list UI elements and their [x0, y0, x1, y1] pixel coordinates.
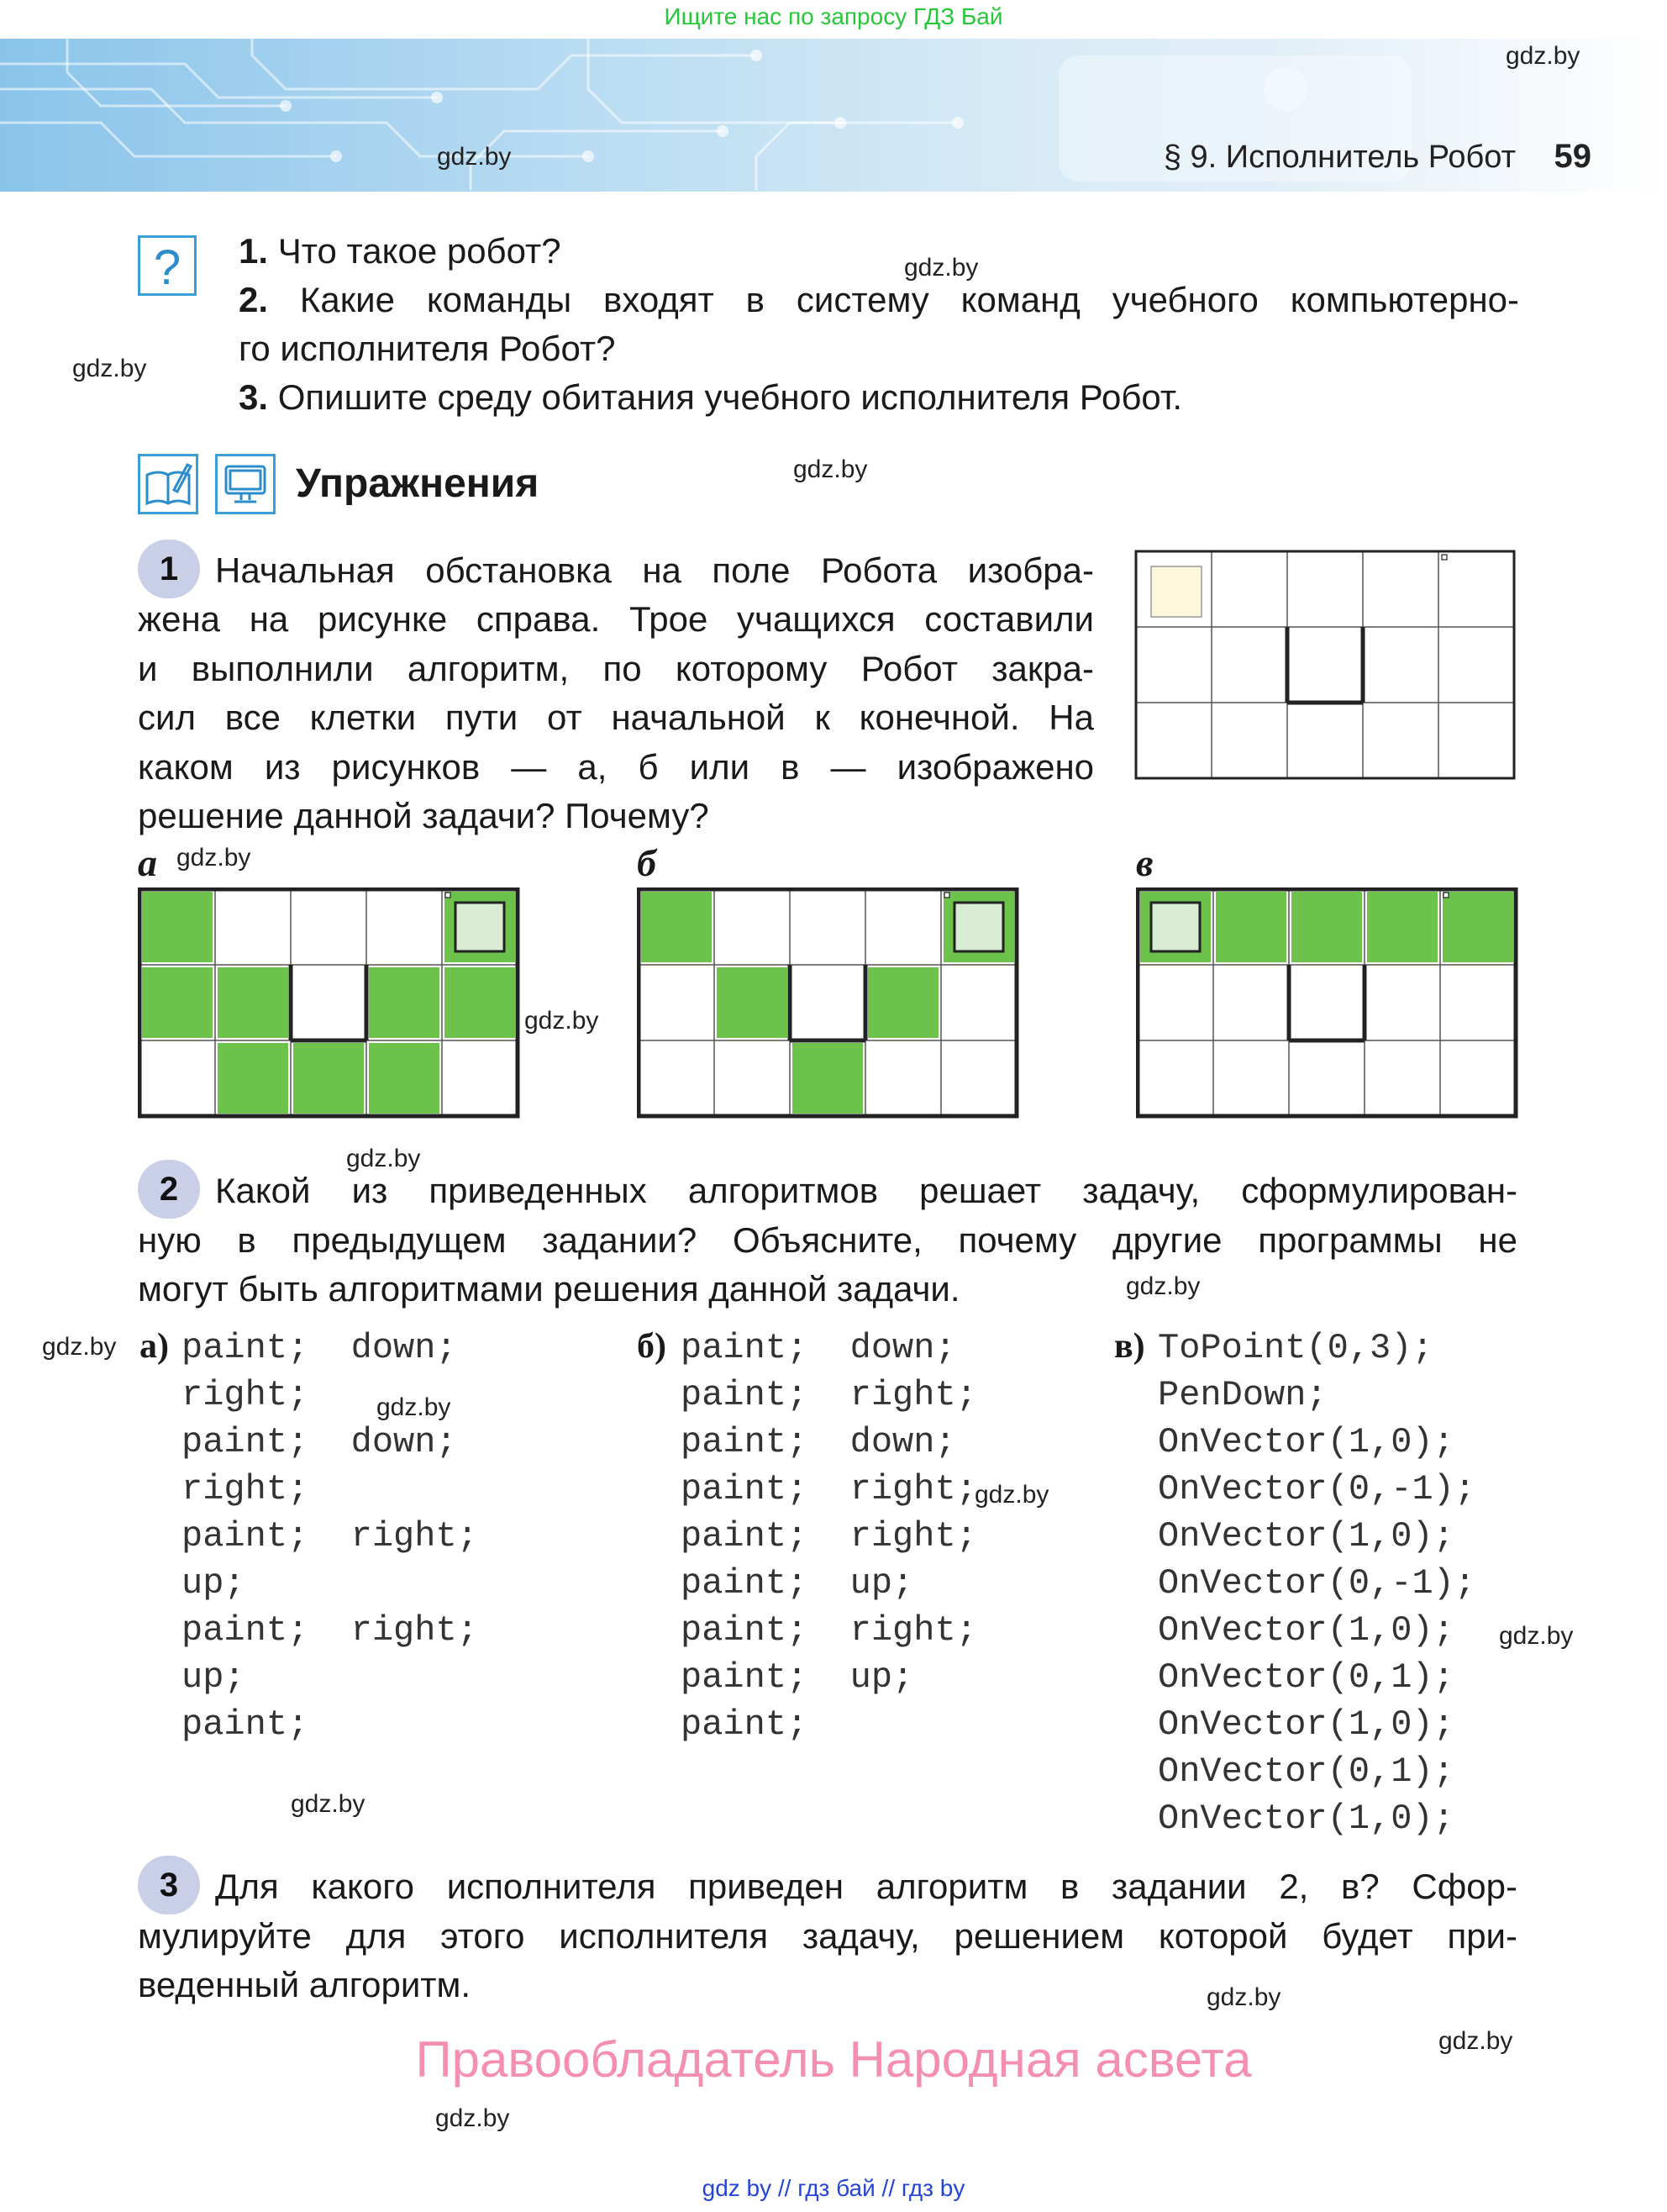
question-1: 1. Что такое робот? [239, 231, 561, 271]
exercise-number-badge: 2 [138, 1160, 200, 1219]
robot-marker [1151, 903, 1200, 951]
question-2-continued: го исполнителя Робот? [239, 329, 616, 368]
target-corner-marker [1444, 893, 1449, 898]
painted-cell [142, 967, 213, 1038]
code-line: PenDown; [1158, 1375, 1328, 1415]
target-corner-marker [1442, 555, 1447, 560]
ex2-line: ную в предыдущем задании? Объясните, почему другие программы не [138, 1220, 1517, 1260]
painted-cell [218, 967, 288, 1038]
ex3-line: веденный алгоритм. [138, 1965, 471, 2004]
robot-start-marker [1151, 566, 1202, 617]
exercise-number-badge: 3 [138, 1856, 200, 1914]
painted-cell [1367, 892, 1438, 962]
top-note: Ищите нас по запросу ГДЗ Бай [664, 3, 1003, 29]
watermark: gdz.by [975, 1481, 1049, 1509]
grid-label-b: б [637, 841, 656, 884]
painted-cell [1443, 892, 1513, 962]
watermark: gdz.by [1207, 1983, 1281, 2011]
code-line: OnVector(0,-1); [1158, 1469, 1476, 1509]
watermark: gdz.by [1506, 42, 1580, 70]
painted-cell [444, 967, 515, 1038]
painted-cell [218, 1043, 288, 1114]
code-line: OnVector(1,0); [1158, 1422, 1454, 1462]
ex1-line: и выполнили алгоритм, по которому Робот закра- [138, 649, 1094, 688]
code-line: right; [181, 1469, 309, 1509]
code-line: ToPoint(0,3); [1158, 1328, 1433, 1368]
code-line: paint; right; [681, 1469, 977, 1509]
footer-links: gdz by // гдз бай // гдз by [702, 2175, 965, 2201]
ex3-line: Для какого исполнителя приведен алгоритм в задании 2, в? Сфор- [215, 1867, 1517, 1906]
section-title: § 9. Исполнитель Робот [1163, 140, 1516, 175]
code-line: paint; down; [181, 1422, 457, 1462]
question-2: 2. Какие команды входят в систему команд учебного компьютерно- [239, 280, 1520, 319]
watermark: gdz.by [1499, 1622, 1574, 1650]
code-line: paint; down; [181, 1328, 457, 1368]
watermark: gdz.by [524, 1007, 599, 1035]
ex3-line: мулируйте для этого исполнителя задачу, решением которой будет при- [138, 1916, 1517, 1956]
algorithm-b [681, 1325, 977, 1748]
book-pen-icon [138, 454, 198, 514]
code-line: paint; right; [681, 1375, 977, 1415]
painted-cell [868, 967, 939, 1038]
grid-label-c: в [1136, 841, 1154, 884]
painted-cell [142, 892, 213, 962]
painted-cell [1216, 892, 1286, 962]
ex1-line: жена на рисунке справа. Трое учащихся составили [138, 599, 1094, 639]
code-line: OnVector(0,1); [1158, 1751, 1454, 1792]
watermark: gdz.by [904, 254, 979, 282]
code-line: paint; right; [181, 1610, 478, 1651]
code-line: paint; up; [681, 1563, 914, 1604]
painted-cell [369, 1043, 439, 1114]
code-line: paint; [181, 1704, 309, 1745]
watermark: gdz.by [1438, 2027, 1513, 2055]
code-line: paint; down; [681, 1422, 956, 1462]
watermark: gdz.by [176, 844, 251, 872]
code-line: right; [181, 1375, 309, 1415]
watermark: gdz.by [72, 355, 147, 382]
code-line: paint; down; [681, 1328, 956, 1368]
grid-label-a: а [138, 841, 157, 884]
robot-field-c [1136, 887, 1522, 1119]
ex1-line: Начальная обстановка на поле Робота изобра- [215, 550, 1094, 590]
ex2-line: могут быть алгоритмами решения данной задачи. [138, 1269, 960, 1309]
computer-monitor-icon [215, 454, 276, 514]
code-line: paint; [681, 1704, 808, 1745]
watermark: gdz.by [291, 1790, 365, 1818]
ex2-line: Какой из приведенных алгоритмов решает задачу, сформулирован- [215, 1171, 1517, 1210]
exercise-number-badge: 1 [138, 540, 200, 598]
ex1-line: сил все клетки пути от начальной к конечной. На [138, 698, 1094, 737]
exercises-heading: Упражнения [296, 461, 539, 506]
page-number: 59 [1554, 138, 1591, 175]
code-line: OnVector(0,-1); [1158, 1563, 1476, 1604]
robot-field-a [138, 887, 524, 1119]
code-line: up; [181, 1563, 245, 1604]
ex1-line: решение данной задачи? Почему? [138, 796, 709, 835]
algorithm-label-b: б) [637, 1327, 666, 1366]
question-mark-icon: ? [138, 235, 197, 296]
code-line: paint; up; [681, 1657, 914, 1698]
target-corner-marker [445, 893, 450, 898]
painted-cell [717, 967, 787, 1038]
code-line: OnVector(1,0); [1158, 1704, 1454, 1745]
code-line: paint; right; [681, 1516, 977, 1556]
painted-cell [293, 1043, 364, 1114]
watermark: gdz.by [346, 1145, 421, 1172]
copyright-watermark: Правообладатель Народная асвета [415, 2031, 1252, 2088]
code-line: OnVector(0,1); [1158, 1657, 1454, 1698]
robot-marker [455, 903, 504, 951]
algorithm-label-c: в) [1114, 1327, 1145, 1366]
code-line: OnVector(1,0); [1158, 1799, 1454, 1839]
painted-cell [369, 967, 439, 1038]
watermark: gdz.by [435, 2104, 510, 2132]
code-line: OnVector(1,0); [1158, 1516, 1454, 1556]
robot-field-initial [1134, 550, 1521, 782]
painted-cell [641, 892, 712, 962]
code-line: paint; right; [681, 1610, 977, 1651]
algorithm-c [1158, 1325, 1475, 1842]
code-line: up; [181, 1657, 245, 1698]
code-line: OnVector(1,0); [1158, 1610, 1454, 1651]
robot-marker [954, 903, 1003, 951]
robot-field-b [637, 887, 1023, 1119]
code-line: paint; right; [181, 1516, 478, 1556]
watermark: gdz.by [437, 143, 512, 171]
watermark: gdz.by [42, 1333, 117, 1361]
target-corner-marker [944, 893, 949, 898]
watermark: gdz.by [376, 1393, 451, 1421]
watermark: gdz.by [1126, 1272, 1201, 1300]
painted-cell [1291, 892, 1362, 962]
algorithm-a [181, 1325, 478, 1748]
algorithm-label-a: а) [139, 1327, 169, 1366]
question-3: 3. Опишите среду обитания учебного исполнителя Робот. [239, 377, 1183, 417]
watermark: gdz.by [793, 456, 868, 483]
ex1-line: каком из рисунков — а, б или в — изображено [138, 747, 1094, 787]
painted-cell [792, 1043, 863, 1114]
